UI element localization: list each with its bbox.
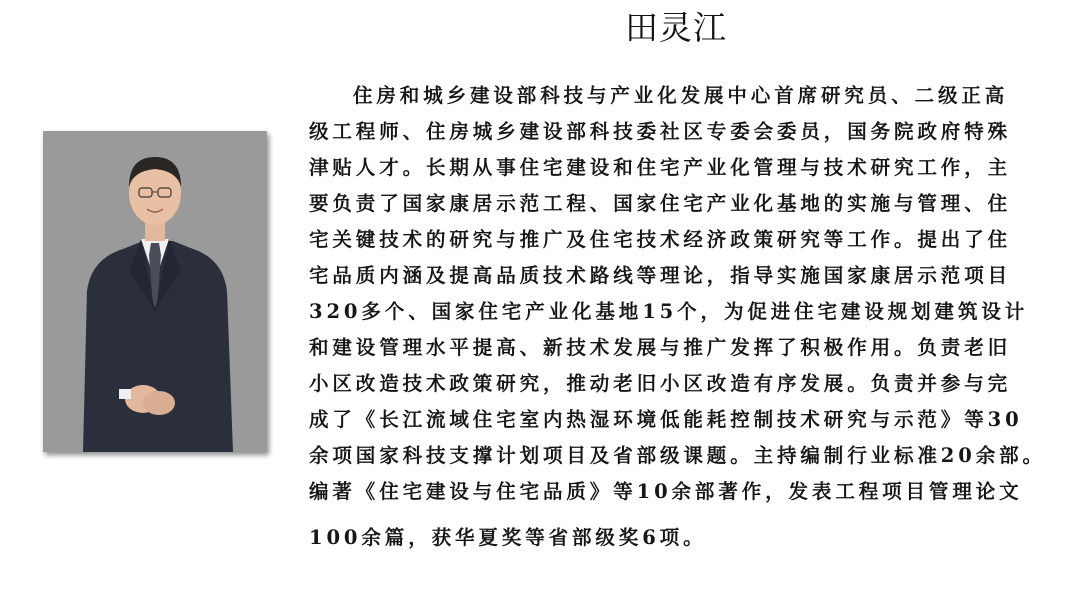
bio-line: 320多个、国家住宅产业化基地15个，为促进住宅建设规划建筑设计 [309, 300, 1029, 323]
bio-line: 住房和城乡建设部科技与产业化发展中心首席研究员、二级正高 [353, 84, 1009, 107]
bio-line: 成了《长江流域住宅室内热湿环境低能耗控制技术研究与示范》等30 [309, 408, 1023, 431]
bio-line: 100余篇，获华夏奖等省部级奖6项。 [309, 526, 707, 549]
bio-line: 级工程师、住房城乡建设部科技委社区专委会委员，国务院政府特殊 [309, 120, 1012, 143]
bio-line: 宅关键技术的研究与推广及住宅技术经济政策研究等工作。提出了住 [309, 228, 1012, 251]
bio-line: 宅品质内涵及提高品质技术路线等理论，指导实施国家康居示范项目 [309, 264, 1012, 287]
bio-line: 要负责了国家康居示范工程、国家住宅产业化基地的实施与管理、住 [309, 192, 1012, 215]
bio-line: 编著《住宅建设与住宅品质》等10余部著作，发表工程项目管理论文 [309, 480, 1023, 503]
biography-text [309, 78, 1054, 556]
page-title: 田灵江 [625, 8, 727, 47]
portrait-photo [43, 131, 267, 452]
person-illustration [43, 131, 267, 452]
bio-line: 和建设管理水平提高、新技术发展与推广发挥了积极作用。负责老旧 [309, 336, 1012, 359]
bio-line: 津贴人才。长期从事住宅建设和住宅产业化管理与技术研究工作，主 [309, 156, 1012, 179]
bio-line: 余项国家科技支撑计划项目及省部级课题。主持编制行业标准20余部。 [309, 444, 1046, 467]
bio-line: 小区改造技术政策研究，推动老旧小区改造有序发展。负责并参与完 [309, 372, 1012, 395]
